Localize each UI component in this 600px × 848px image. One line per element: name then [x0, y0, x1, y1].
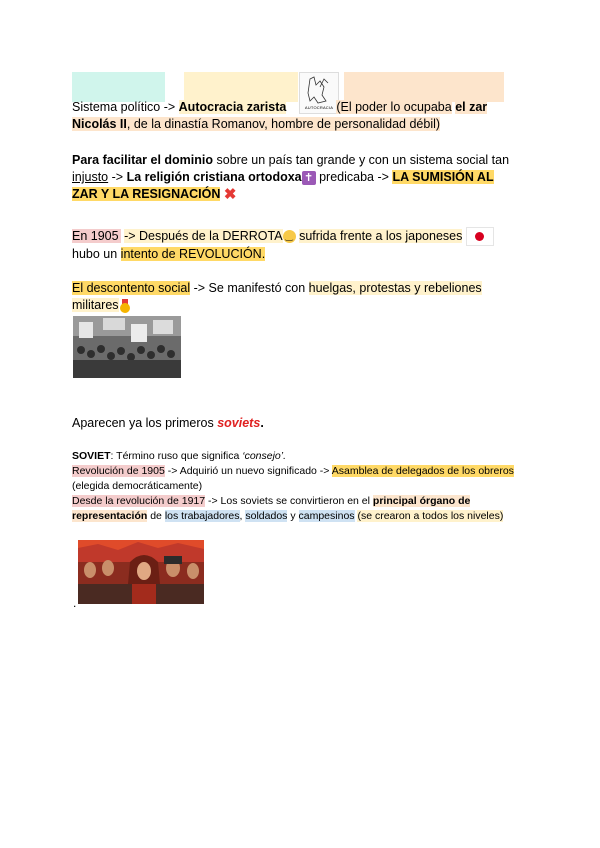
comma: ,: [239, 510, 243, 522]
bold-main-organ: principal órgano de representación: [72, 495, 471, 522]
sad-face-icon: ‿: [283, 230, 296, 243]
word-peasants: campesinos: [298, 510, 355, 522]
paragraph-soviet-definition: [72, 449, 522, 464]
protest-photo: [73, 316, 181, 378]
term-autocracy: Autocracia zarista: [178, 100, 287, 114]
paragraph-religion: [72, 152, 522, 203]
medal-icon: [119, 299, 131, 313]
soviet-def-text: : Término ruso que significa: [110, 450, 240, 462]
bold-religion: La religión cristiana ortodoxa: [126, 170, 302, 184]
text-there-was: hubo un: [72, 247, 118, 261]
text-japanese: sufrida frente a los japoneses: [299, 228, 463, 243]
soviet-term: SOVIET: [72, 450, 111, 462]
paren-start: (El poder lo ocupaba: [336, 100, 452, 114]
paragraph-1905: [72, 227, 522, 263]
teal-block: [72, 72, 165, 102]
text-strikes: huelgas, protestas y rebeliones militares: [72, 281, 482, 312]
year-1905: En 1905: [72, 228, 119, 243]
assembly-workers: Asamblea de delegados de los obreros: [331, 465, 514, 477]
end-dot: .: [73, 596, 77, 610]
paragraph-1905-meaning: [72, 464, 522, 494]
text-defeat: -> Después de la DERROTA: [124, 228, 283, 243]
text-democratic: (elegida democráticamente): [72, 480, 203, 492]
text-country: sobre un país tan grande y con un sistema social tan: [216, 153, 510, 167]
japan-flag-icon: [466, 227, 494, 246]
text-social-discontent: El descontento social: [72, 281, 191, 295]
text-preached: predicaba ->: [319, 170, 389, 184]
text-soviets-became: -> Los soviets se convirtieron en el: [208, 495, 370, 507]
revolution-painting: [78, 540, 204, 604]
text-of: de: [150, 510, 162, 522]
autocracy-image-caption: AUTOCRACIA: [304, 105, 334, 110]
word-soldiers: soldados: [245, 510, 288, 522]
peach-block: [344, 72, 504, 102]
paragraph-soviets: [72, 415, 522, 432]
text-revolution-attempt: intento de REVOLUCIÓN.: [120, 247, 266, 261]
arrow: ->: [111, 170, 124, 184]
paragraph-political-system: [72, 99, 522, 133]
bold-domain: Para facilitar el dominio: [72, 153, 214, 167]
paren-rest: , de la dinastía Romanov, hombre de personalidad débil): [126, 117, 441, 131]
rev-1905: Revolución de 1905: [72, 465, 165, 477]
text-all-levels: (se crearon a todos los niveles): [357, 510, 504, 522]
cross-icon: ✝: [302, 171, 316, 185]
soviets-dot: .: [260, 416, 264, 430]
word-workers: los trabajadores: [164, 510, 240, 522]
word-soviets: soviets: [217, 416, 261, 430]
rev-1917: Desde la revolución de 1917: [72, 495, 206, 507]
cream-block: [184, 72, 298, 102]
red-x-icon: ✖: [223, 186, 237, 204]
name-tsar: el zar Nicolás II: [72, 100, 488, 131]
paragraph-1917: [72, 494, 522, 524]
bold-submission: LA SUMISIÓN AL ZAR Y LA RESIGNACIÓN: [72, 170, 494, 201]
paragraph-discontent: [72, 280, 522, 314]
text-new-meaning: -> Adquirió un nuevo significado ->: [167, 465, 330, 477]
word-and: y: [290, 510, 296, 522]
text-appear: Aparecen ya los primeros: [72, 416, 214, 430]
soviet-def-italic: ‘consejo’.: [242, 450, 287, 462]
underline-unjust: injusto: [72, 170, 109, 184]
label-political-system: Sistema político ->: [72, 100, 176, 114]
text-manifested: -> Se manifestó con: [193, 281, 306, 295]
